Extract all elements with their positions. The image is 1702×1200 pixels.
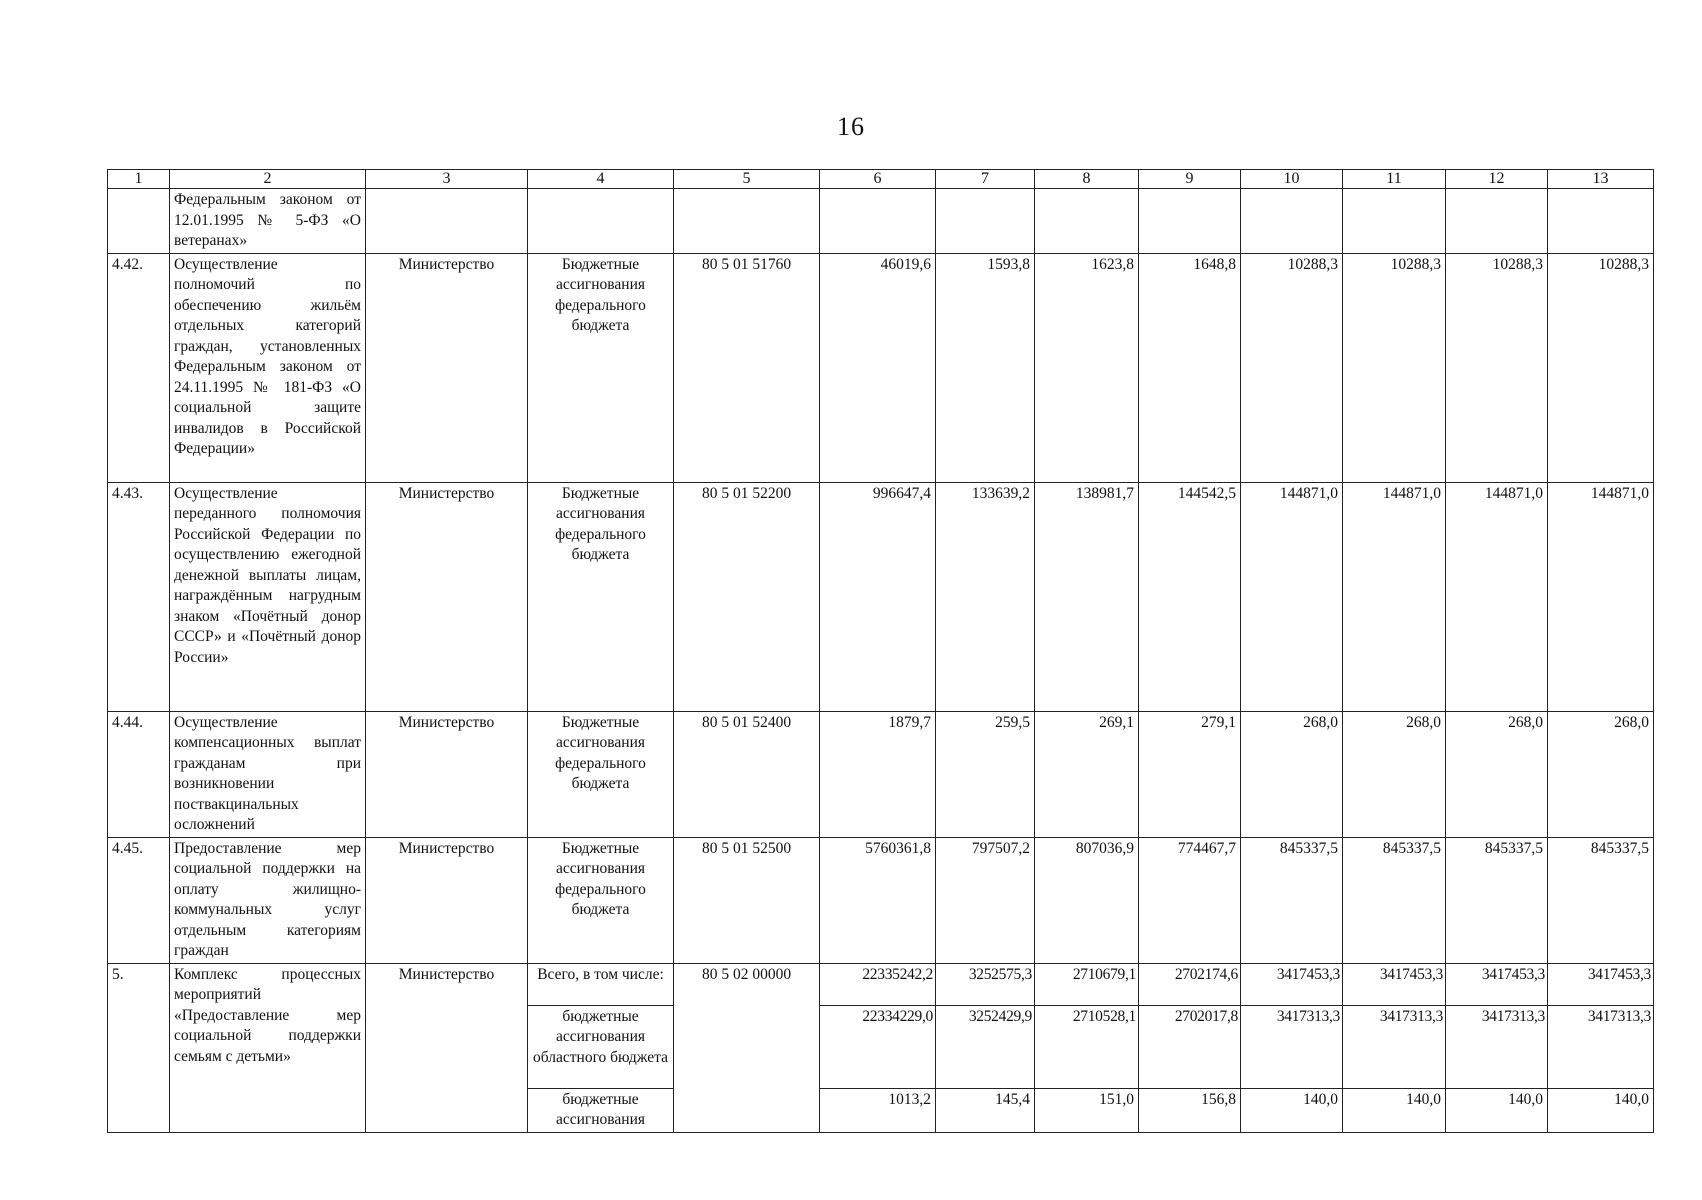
value-cell: 3417453,3 bbox=[1241, 963, 1343, 1005]
value-cell: 3417453,3 bbox=[1548, 963, 1654, 1005]
responsible: Министерство bbox=[366, 711, 528, 837]
value-cell: 156,8 bbox=[1139, 1088, 1241, 1132]
measure-name: Комплекс процессных мероприятий «Предоставление мер социальной поддержки семьям с детьми» bbox=[170, 963, 366, 1132]
column-number: 8 bbox=[1035, 170, 1139, 189]
value-cell: 2702174,6 bbox=[1139, 963, 1241, 1005]
row-number: 4.44. bbox=[108, 711, 170, 837]
value-cell: 845337,5 bbox=[1548, 837, 1654, 963]
value-cell: 10288,3 bbox=[1241, 253, 1343, 482]
continuation-row bbox=[108, 189, 1654, 254]
column-number: 5 bbox=[674, 170, 820, 189]
measure-name: Осуществление переданного полномочия Российской Федерации по осуществлению ежегодной денежной выплаты лицам, награждённым нагрудным знаком «Почётный донор СССР» и «Почётный донор России» bbox=[170, 482, 366, 711]
cell-empty bbox=[108, 189, 170, 254]
value-cell: 140,0 bbox=[1446, 1088, 1548, 1132]
responsible: Министерство bbox=[366, 837, 528, 963]
budget-code: 80 5 01 52500 bbox=[674, 837, 820, 963]
measure-name: Предоставление мер социальной поддержки на оплату жилищно-коммунальных услуг отдельным категориям граждан bbox=[170, 837, 366, 963]
value-cell: 140,0 bbox=[1343, 1088, 1446, 1132]
funding-source: Бюджетные ассигнования федерального бюджета bbox=[528, 837, 674, 963]
budget-code: 80 5 01 52400 bbox=[674, 711, 820, 837]
cell-empty bbox=[936, 189, 1035, 254]
value-cell: 5760361,8 bbox=[820, 837, 936, 963]
value-cell: 2710528,1 bbox=[1035, 1005, 1139, 1088]
row-number: 4.43. bbox=[108, 482, 170, 711]
cell-empty bbox=[820, 189, 936, 254]
value-cell: 3417453,3 bbox=[1343, 963, 1446, 1005]
table-row bbox=[108, 482, 1654, 711]
value-cell: 774467,7 bbox=[1139, 837, 1241, 963]
value-cell: 268,0 bbox=[1446, 711, 1548, 837]
budget-code: 80 5 01 51760 bbox=[674, 253, 820, 482]
value-cell: 3417313,3 bbox=[1241, 1005, 1343, 1088]
value-cell: 2710679,1 bbox=[1035, 963, 1139, 1005]
funding-source: Бюджетные ассигнования федерального бюджета bbox=[528, 482, 674, 711]
value-cell: 10288,3 bbox=[1446, 253, 1548, 482]
value-cell: 3252429,9 bbox=[936, 1005, 1035, 1088]
table-row bbox=[108, 711, 1654, 837]
value-cell: 144542,5 bbox=[1139, 482, 1241, 711]
value-cell: 268,0 bbox=[1548, 711, 1654, 837]
column-number: 10 bbox=[1241, 170, 1343, 189]
responsible: Министерство bbox=[366, 482, 528, 711]
column-number: 2 bbox=[170, 170, 366, 189]
responsible: Министерство bbox=[366, 963, 528, 1132]
column-number: 7 bbox=[936, 170, 1035, 189]
value-cell: 140,0 bbox=[1548, 1088, 1654, 1132]
funding-source: Бюджетные ассигнования федерального бюджета bbox=[528, 253, 674, 482]
value-cell: 22334229,0 bbox=[820, 1005, 936, 1088]
value-cell: 268,0 bbox=[1343, 711, 1446, 837]
value-cell: 845337,5 bbox=[1446, 837, 1548, 963]
funding-source: Бюджетные ассигнования федерального бюджета bbox=[528, 711, 674, 837]
table-row bbox=[108, 837, 1654, 963]
row-number: 4.42. bbox=[108, 253, 170, 482]
column-number: 3 bbox=[366, 170, 528, 189]
value-cell: 145,4 bbox=[936, 1088, 1035, 1132]
value-cell: 144871,0 bbox=[1446, 482, 1548, 711]
budget-code: 80 5 01 52200 bbox=[674, 482, 820, 711]
cell-empty bbox=[528, 189, 674, 254]
cell-empty bbox=[366, 189, 528, 254]
cell-empty bbox=[674, 189, 820, 254]
value-cell: 845337,5 bbox=[1343, 837, 1446, 963]
page-number: 16 bbox=[837, 112, 865, 141]
row-number: 5. bbox=[108, 963, 170, 1132]
value-cell: 46019,6 bbox=[820, 253, 936, 482]
value-cell: 807036,9 bbox=[1035, 837, 1139, 963]
value-cell: 996647,4 bbox=[820, 482, 936, 711]
value-cell: 10288,3 bbox=[1548, 253, 1654, 482]
cell-empty bbox=[1548, 189, 1654, 254]
value-cell: 22335242,2 bbox=[820, 963, 936, 1005]
value-cell: 269,1 bbox=[1035, 711, 1139, 837]
value-cell: 3252575,3 bbox=[936, 963, 1035, 1005]
value-cell: 268,0 bbox=[1241, 711, 1343, 837]
cell-empty bbox=[1139, 189, 1241, 254]
column-number: 12 bbox=[1446, 170, 1548, 189]
cell-empty bbox=[1446, 189, 1548, 254]
value-cell: 133639,2 bbox=[936, 482, 1035, 711]
value-cell: 845337,5 bbox=[1241, 837, 1343, 963]
value-cell: 138981,7 bbox=[1035, 482, 1139, 711]
column-number: 6 bbox=[820, 170, 936, 189]
value-cell: 151,0 bbox=[1035, 1088, 1139, 1132]
value-cell: 3417313,3 bbox=[1446, 1005, 1548, 1088]
cell-empty bbox=[1343, 189, 1446, 254]
cell-empty bbox=[1241, 189, 1343, 254]
value-cell: 279,1 bbox=[1139, 711, 1241, 837]
value-cell: 3417313,3 bbox=[1343, 1005, 1446, 1088]
column-number-row bbox=[108, 170, 1654, 189]
budget-code: 80 5 02 00000 bbox=[674, 963, 820, 1132]
value-cell: 3417453,3 bbox=[1446, 963, 1548, 1005]
value-cell: 140,0 bbox=[1241, 1088, 1343, 1132]
cell-empty bbox=[1035, 189, 1139, 254]
value-cell: 259,5 bbox=[936, 711, 1035, 837]
column-number: 4 bbox=[528, 170, 674, 189]
value-cell: 3417313,3 bbox=[1548, 1005, 1654, 1088]
budget-table bbox=[107, 169, 1654, 1133]
column-number: 11 bbox=[1343, 170, 1446, 189]
value-cell: 144871,0 bbox=[1241, 482, 1343, 711]
value-cell: 1879,7 bbox=[820, 711, 936, 837]
value-cell: 1648,8 bbox=[1139, 253, 1241, 482]
value-cell: 797507,2 bbox=[936, 837, 1035, 963]
measure-name: Осуществление компенсационных выплат гражданам при возникновении поствакцинальных осложнений bbox=[170, 711, 366, 837]
value-cell: 144871,0 bbox=[1343, 482, 1446, 711]
funding-source: бюджетные ассигнования bbox=[528, 1088, 674, 1132]
responsible: Министерство bbox=[366, 253, 528, 482]
value-cell: 1623,8 bbox=[1035, 253, 1139, 482]
table-row-complex-total bbox=[108, 963, 1654, 1005]
continuation-text: Федеральным законом от 12.01.1995 № 5-ФЗ «О ветеранах» bbox=[170, 189, 366, 254]
value-cell: 144871,0 bbox=[1548, 482, 1654, 711]
value-cell: 1013,2 bbox=[820, 1088, 936, 1132]
value-cell: 1593,8 bbox=[936, 253, 1035, 482]
table-row bbox=[108, 253, 1654, 482]
column-number: 13 bbox=[1548, 170, 1654, 189]
value-cell: 2702017,8 bbox=[1139, 1005, 1241, 1088]
row-number: 4.45. bbox=[108, 837, 170, 963]
funding-source: Всего, в том числе: bbox=[528, 963, 674, 1005]
column-number: 1 bbox=[108, 170, 170, 189]
funding-source: бюджетные ассигнования областного бюджета bbox=[528, 1005, 674, 1088]
value-cell: 10288,3 bbox=[1343, 253, 1446, 482]
column-number: 9 bbox=[1139, 170, 1241, 189]
measure-name: Осуществление полномочий по обеспечению жильём отдельных категорий граждан, установленных Федеральным законом от 24.11.1995 № 181-ФЗ «О социальной защите инвалидов в Российской Федерации» bbox=[170, 253, 366, 482]
